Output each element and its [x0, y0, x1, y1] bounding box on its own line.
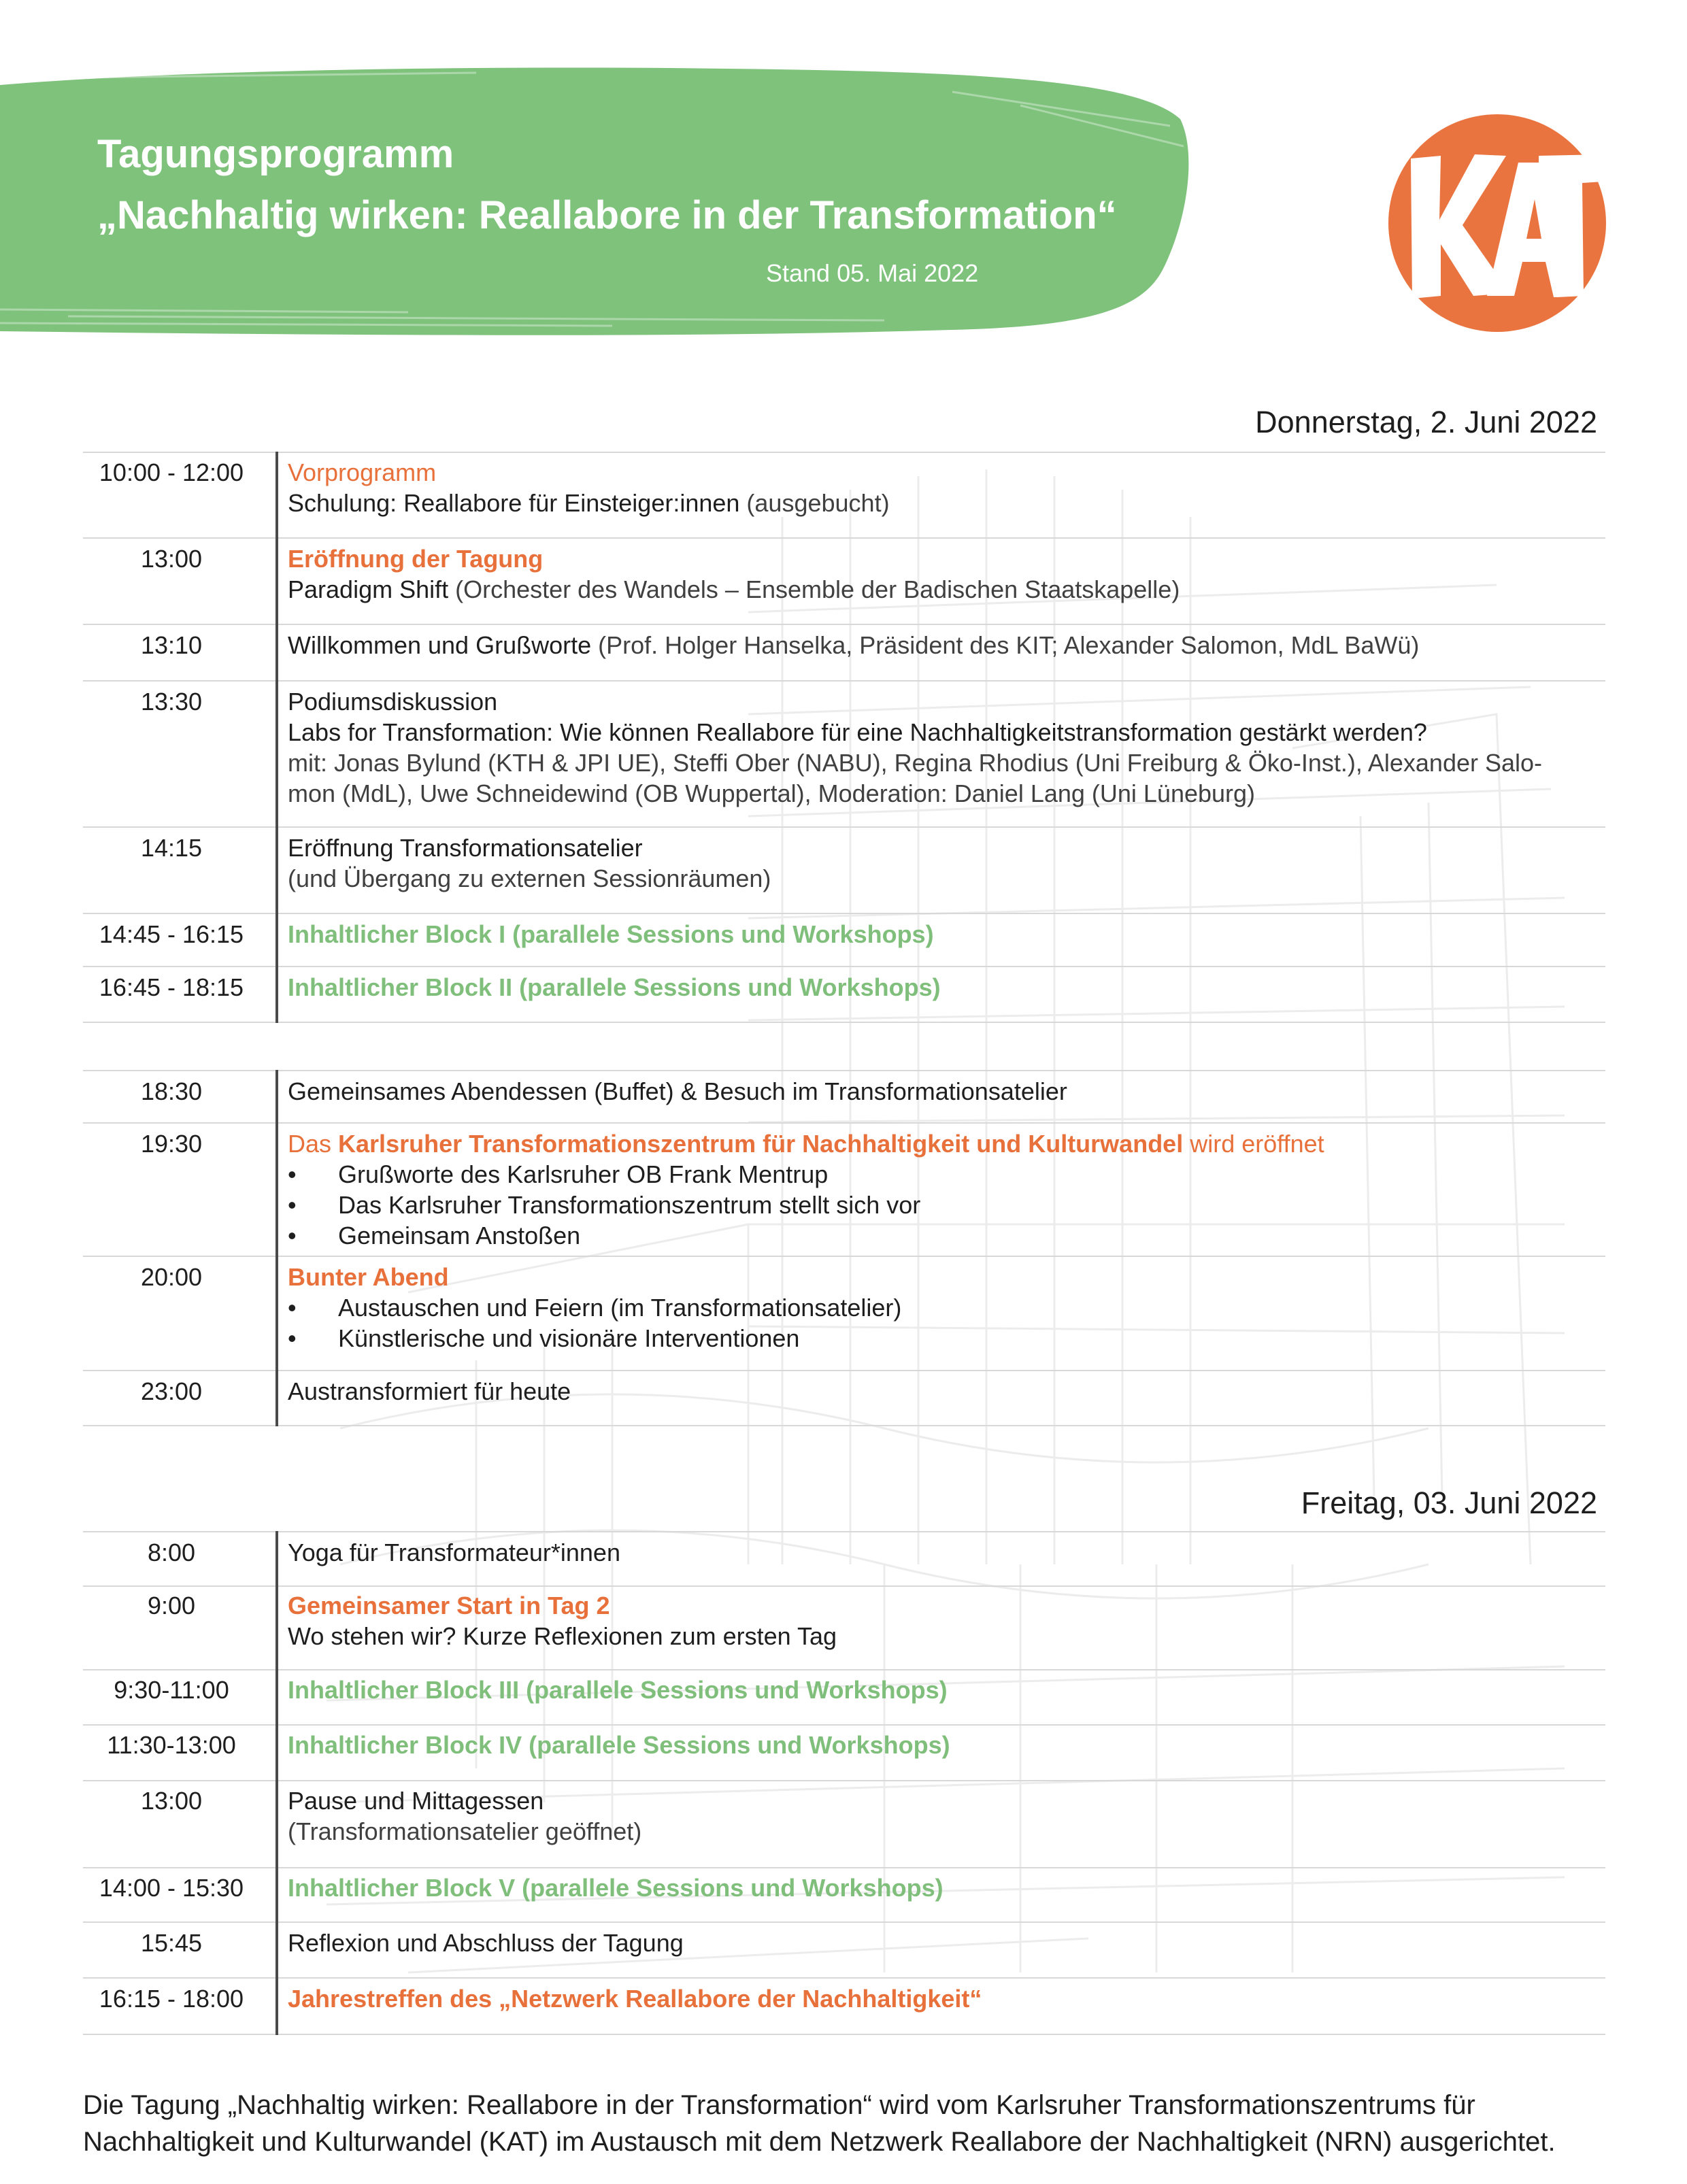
divider	[83, 624, 1605, 625]
time-label: 23:00	[140, 1377, 203, 1405]
time-label: 14:45 - 16:15	[99, 920, 244, 948]
divider	[83, 913, 1605, 914]
time-label: 16:15 - 18:00	[99, 1985, 244, 2013]
session-content	[288, 1076, 1580, 1107]
session-description	[288, 488, 1580, 518]
session-title: Austransformiert für heute	[288, 1377, 571, 1405]
time-label: 9:30-11:00	[114, 1676, 229, 1704]
session-content	[288, 972, 1580, 1003]
session-title: Inhaltlicher Block I (parallele Sessions und Workshops)	[288, 920, 934, 948]
session-content	[288, 1590, 1580, 1651]
session-name: Paradigm Shift	[288, 575, 449, 603]
session-title: Inhaltlicher Block III (parallele Sessions und Workshops)	[288, 1676, 948, 1704]
session-content	[288, 919, 1580, 950]
session-title: Jahrestreffen des „Netzwerk Reallabore der Nachhaltigkeit“	[288, 1985, 982, 2013]
session-note: (ausgebucht)	[739, 489, 890, 517]
session-content	[288, 1675, 1580, 1705]
session-content	[288, 1376, 1580, 1407]
time-label: 10:00 - 12:00	[99, 458, 244, 486]
divider	[83, 1977, 1605, 1979]
session-content	[288, 1262, 1580, 1354]
conference-program-label: Tagungsprogramm	[97, 132, 454, 176]
divider	[83, 1425, 1605, 1426]
session-title: Inhaltlicher Block V (parallele Sessions und Workshops)	[288, 1874, 943, 1902]
list-item: • Künstlerische und visionäre Interventionen	[288, 1323, 1580, 1354]
time-label: 8:00	[147, 1539, 196, 1566]
session-title: Vorprogramm	[288, 458, 437, 486]
divider	[83, 452, 1605, 453]
divider	[83, 1070, 1605, 1071]
session-note: (Transformationsatelier geöffnet)	[288, 1817, 642, 1845]
divider	[83, 680, 1605, 682]
session-title: Reflexion und Abschluss der Tagung	[288, 1929, 684, 1957]
session-content	[288, 686, 1580, 809]
kat-logo	[1385, 111, 1609, 335]
time-label: 13:30	[140, 688, 203, 716]
divider	[83, 826, 1605, 828]
time-label: 13:10	[140, 631, 203, 659]
footer-text: Nachhaltigkeit und Kulturwandel (KAT) im Austausch mit dem Netzwerk Reallabore der Nachhaltigkeit (NRN) ausgerichtet.	[83, 2127, 1556, 2157]
session-title: Podiumsdiskussion	[288, 688, 498, 716]
footer-text: Die Tagung „Nachhaltig wirken: Reallabore in der Transformation“ wird vom Karlsruher Transformationszentrums für	[83, 2090, 1475, 2120]
session-name: Willkommen und Grußworte	[288, 631, 592, 659]
session-title: Inhaltlicher Block II (parallele Sessions und Workshops)	[288, 973, 941, 1001]
time-label: 13:00	[140, 545, 203, 573]
list-item: • Gemeinsam Anstoßen	[288, 1220, 1580, 1251]
divider	[83, 1256, 1605, 1257]
session-description: Labs for Transformation: Wie können Reallabore für eine Nachhaltigkeitstransformation gestärkt werden?	[288, 718, 1427, 746]
divider	[83, 1724, 1605, 1726]
time-label: 15:45	[140, 1929, 203, 1957]
session-title: Inhaltlicher Block IV (parallele Sessions und Workshops)	[288, 1731, 950, 1759]
session-title	[288, 1128, 1580, 1159]
timeline-line	[275, 1070, 278, 1426]
divider	[83, 1022, 1605, 1023]
day1-heading: Donnerstag, 2. Juni 2022	[1255, 405, 1597, 439]
version-date: Stand 05. Mai 2022	[766, 259, 979, 287]
divider	[83, 1122, 1605, 1124]
time-label: 19:30	[140, 1130, 203, 1158]
session-title: Yoga für Transformateur*innen	[288, 1539, 620, 1566]
timeline-line	[275, 1531, 278, 2035]
session-description	[288, 630, 1580, 660]
divider	[83, 2034, 1605, 2035]
time-label: 9:00	[147, 1592, 196, 1619]
time-label: 13:00	[140, 1787, 203, 1815]
session-title: Gemeinsames Abendessen (Buffet) & Besuch im Transformationsatelier	[288, 1077, 1067, 1105]
session-content	[288, 630, 1580, 660]
time-label: 16:45 - 18:15	[99, 973, 244, 1001]
divider	[83, 537, 1605, 539]
divider	[83, 1669, 1605, 1670]
time-label: 11:30-13:00	[107, 1731, 236, 1759]
session-content	[288, 1128, 1580, 1251]
session-content	[288, 457, 1580, 518]
session-title: Bunter Abend	[288, 1263, 449, 1291]
divider	[83, 1921, 1605, 1923]
panelists: mit: Jonas Bylund (KTH & JPI UE), Steffi Ober (NABU), Regina Rhodius (Uni Freiburg & Öko-Inst.), Alexander Salo-	[288, 749, 1543, 777]
venue-name: Karlsruher Transformationszentrum für Nachhaltigkeit und Kulturwandel	[338, 1130, 1184, 1158]
session-title: Eröffnung Transformationsatelier	[288, 834, 643, 862]
list-item: • Das Karlsruher Transformationszentrum stellt sich vor	[288, 1190, 1580, 1220]
session-title: Pause und Mittagessen	[288, 1787, 544, 1815]
divider	[83, 1585, 1605, 1587]
session-title: Gemeinsamer Start in Tag 2	[288, 1592, 610, 1619]
session-content	[288, 1983, 1580, 2014]
time-label: 14:15	[140, 834, 203, 862]
time-label: 20:00	[140, 1263, 203, 1291]
divider	[83, 1370, 1605, 1371]
time-label: 18:30	[140, 1077, 203, 1105]
session-description: Wo stehen wir? Kurze Reflexionen zum ersten Tag	[288, 1622, 837, 1650]
session-content	[288, 1872, 1580, 1903]
session-content	[288, 543, 1580, 605]
session-content	[288, 1785, 1580, 1847]
session-note: (Prof. Holger Hanselka, Präsident des KIT; Alexander Salomon, MdL BaWü)	[591, 631, 1420, 659]
conference-title: „Nachhaltig wirken: Reallabore in der Transformation“	[97, 193, 1117, 237]
session-description	[288, 574, 1580, 605]
panelists: mon (MdL), Uwe Schneidewind (OB Wuppertal), Moderation: Daniel Lang (Uni Lüneburg)	[288, 779, 1256, 807]
session-note: (und Übergang zu externen Sessionräumen)	[288, 864, 771, 892]
divider	[83, 1531, 1605, 1532]
session-content	[288, 833, 1580, 894]
timeline-line	[275, 452, 278, 1023]
list-item: • Grußworte des Karlsruher OB Frank Mentrup	[288, 1159, 1580, 1190]
list-item: • Austauschen und Feiern (im Transformationsatelier)	[288, 1292, 1580, 1323]
divider	[83, 1867, 1605, 1868]
session-name: Schulung: Reallabore für Einsteiger:innen	[288, 489, 740, 517]
title-prefix: Das	[288, 1130, 339, 1158]
session-content	[288, 1928, 1580, 1958]
session-title: Eröffnung der Tagung	[288, 545, 544, 573]
time-label: 14:00 - 15:30	[99, 1874, 244, 1902]
session-content	[288, 1730, 1580, 1760]
divider	[83, 1780, 1605, 1781]
title-suffix: wird eröffnet	[1183, 1130, 1324, 1158]
divider	[83, 966, 1605, 967]
session-content	[288, 1537, 1580, 1568]
day2-heading: Freitag, 03. Juni 2022	[1301, 1485, 1597, 1520]
session-note: (Orchester des Wandels – Ensemble der Badischen Staatskapelle)	[448, 575, 1180, 603]
